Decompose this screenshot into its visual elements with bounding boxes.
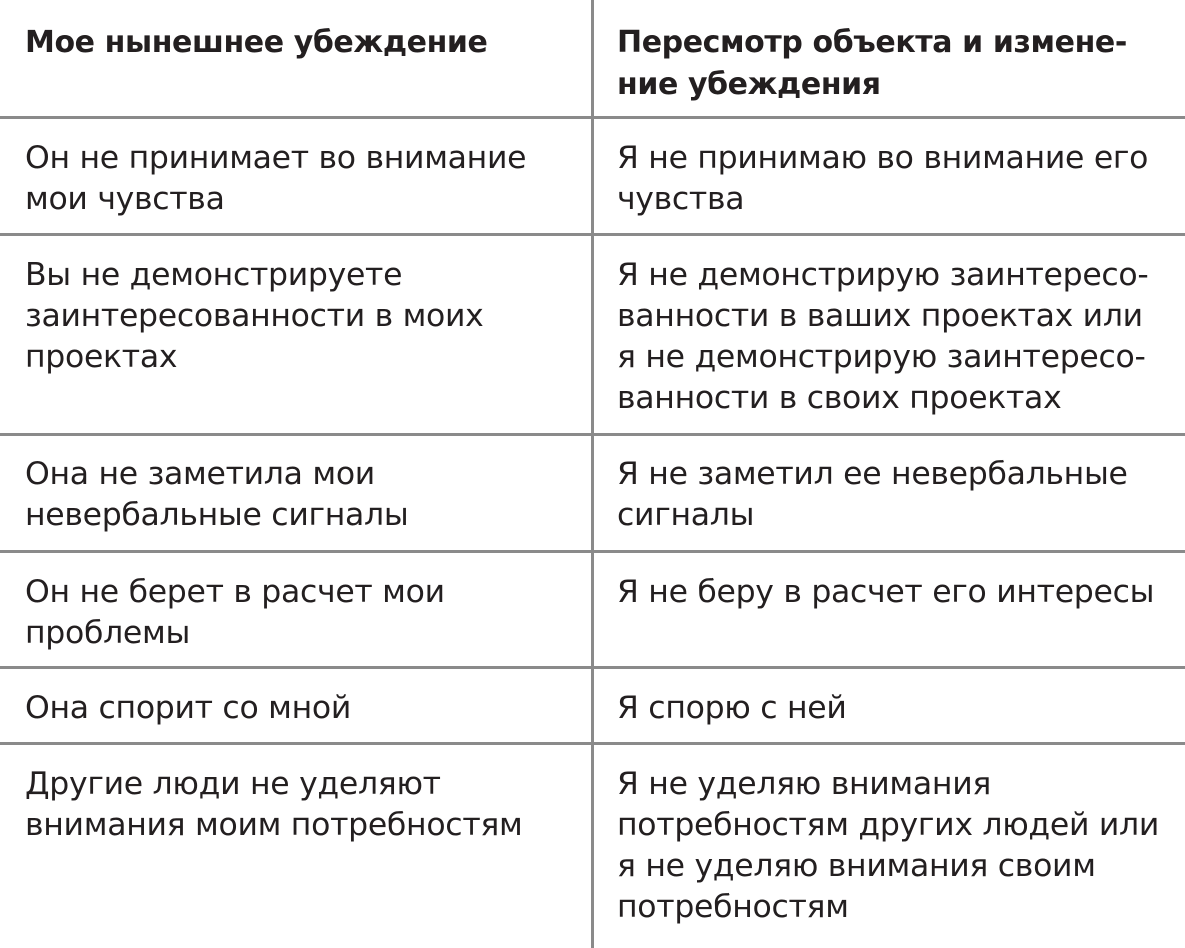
row-divider	[0, 433, 1185, 436]
row-2-current	[25, 255, 585, 378]
header-current-belief	[25, 22, 585, 64]
row-2-right-line-2: ванности в ваших проектах или	[617, 298, 1143, 334]
row-5-right-line-1: Я спорю с ней	[617, 690, 847, 726]
row-3-left-line-1: Она не заметила мои	[25, 456, 375, 492]
row-6-left-line-2: внимания моим потребностям	[25, 807, 523, 843]
row-divider	[0, 116, 1185, 119]
row-5-current	[25, 688, 585, 729]
row-2-left-line-3: проектах	[25, 339, 178, 375]
row-1-left-line-1: Он не принимает во внимание	[25, 140, 527, 176]
row-5-revised	[617, 688, 1177, 729]
row-1-right-line-1: Я не принимаю во внимание его	[617, 140, 1149, 176]
row-3-right-line-2: сигналы	[617, 497, 755, 533]
row-6-right-line-1: Я не уделяю внимания	[617, 766, 992, 802]
row-6-right-line-3: я не уделяю внимания своим	[617, 848, 1096, 884]
row-2-left-line-1: Вы не демонстрируете	[25, 257, 403, 293]
header-right-line-1: Пересмотр объекта и измене-	[617, 25, 1127, 60]
row-6-revised	[617, 764, 1177, 928]
row-divider	[0, 233, 1185, 236]
row-divider	[0, 666, 1185, 669]
row-2-right-line-1: Я не демонстрирую заинтересо-	[617, 257, 1149, 293]
row-2-left-line-2: заинтересованности в моих	[25, 298, 484, 334]
row-2-revised	[617, 255, 1177, 419]
row-4-current	[25, 572, 585, 654]
header-left-line-1: Мое нынешнее убеждение	[25, 25, 488, 60]
row-divider	[0, 550, 1185, 553]
row-5-left-line-1: Она спорит со мной	[25, 690, 352, 726]
row-3-revised	[617, 454, 1177, 536]
row-4-revised	[617, 572, 1177, 613]
row-1-right-line-2: чувства	[617, 181, 745, 217]
row-6-right-line-2: потребностям других людей или	[617, 807, 1160, 843]
row-4-left-line-1: Он не берет в расчет мои	[25, 574, 445, 610]
header-right-line-2: ние убеждения	[617, 67, 881, 102]
row-3-current	[25, 454, 585, 536]
row-2-right-line-4: ванности в своих проектах	[617, 380, 1062, 416]
row-6-current	[25, 764, 585, 846]
row-4-left-line-2: проблемы	[25, 615, 191, 651]
row-4-right-line-1: Я не беру в расчет его интересы	[617, 574, 1155, 610]
row-1-left-line-2: мои чувства	[25, 181, 225, 217]
row-3-left-line-2: невербальные сигналы	[25, 497, 409, 533]
column-divider	[591, 0, 594, 948]
row-2-right-line-3: я не демонстрирую заинтересо-	[617, 339, 1146, 375]
row-1-revised	[617, 138, 1177, 220]
row-6-left-line-1: Другие люди не уделяют	[25, 766, 441, 802]
row-1-current	[25, 138, 585, 220]
row-6-right-line-4: потребностям	[617, 889, 849, 925]
header-revised-belief	[617, 22, 1177, 106]
row-divider	[0, 742, 1185, 745]
row-3-right-line-1: Я не заметил ее невербальные	[617, 456, 1128, 492]
